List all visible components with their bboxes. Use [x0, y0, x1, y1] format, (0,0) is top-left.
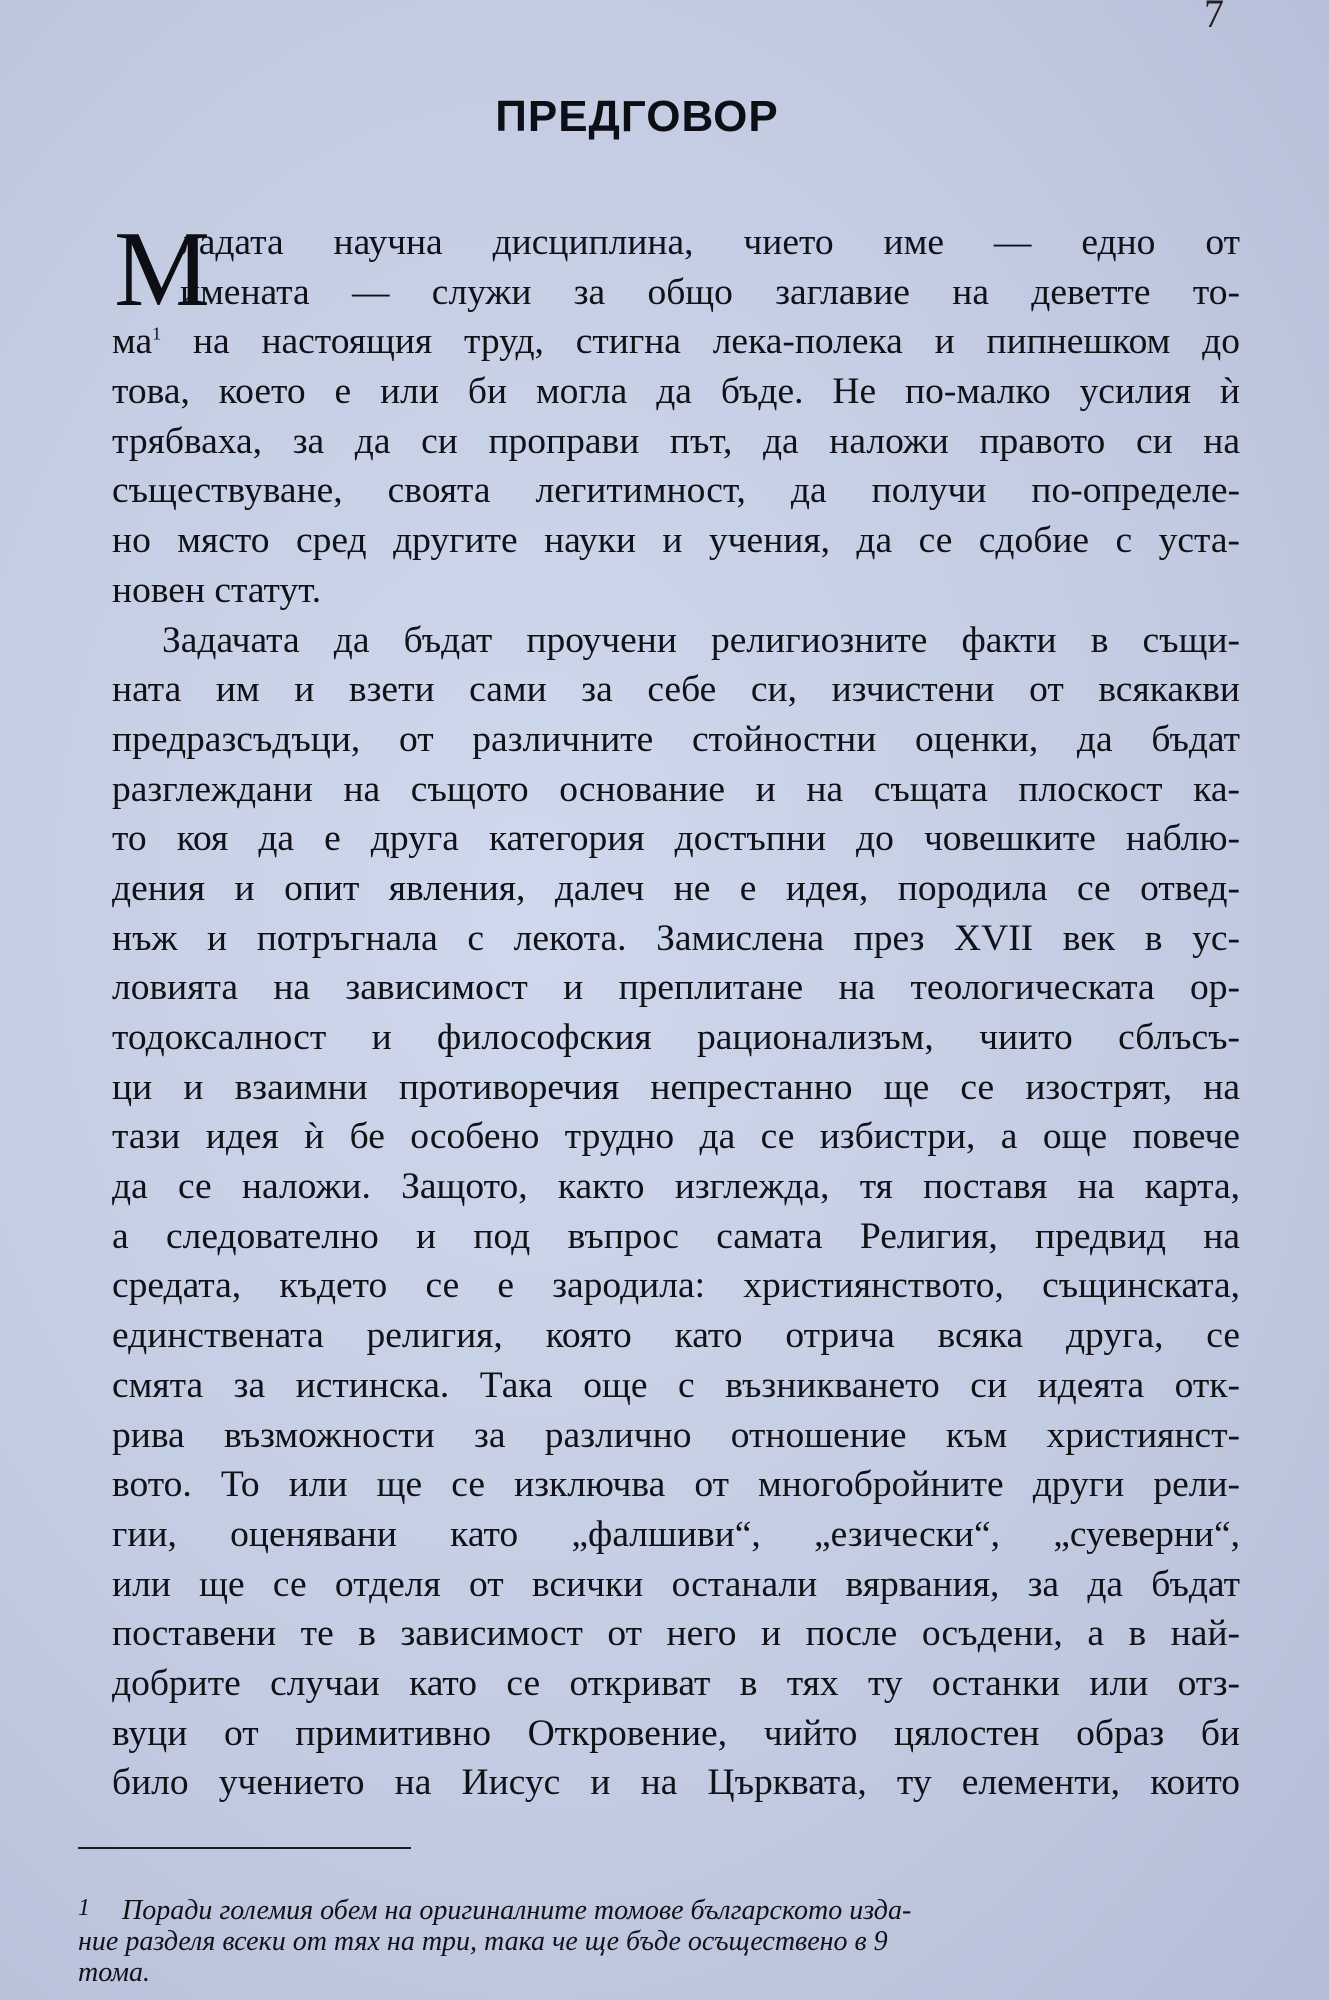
- footnote-line: тома.: [78, 1957, 151, 1988]
- text-line: гии, оценявани като „фалшиви“, „езически“, „суеверни“,: [112, 1513, 1240, 1555]
- text-line: да се наложи. Защото, както изглежда, тя поставя на карта,: [112, 1166, 1240, 1208]
- main-text: [112, 210, 1240, 1808]
- text-line: ната им и взети сами за себе си, изчистени от всякакви: [112, 669, 1240, 711]
- text-line: съществуване, своята легитимност, да получи по-определе-: [112, 470, 1240, 512]
- paragraph-1: [112, 210, 1240, 616]
- text-line: имената — служи за общо заглавие на деветте то-: [180, 271, 1240, 313]
- text-line: поставени те в зависимост от него и после осъдени, а в най-: [112, 1613, 1240, 1655]
- text-line: трябваха, за да си проправи път, да наложи правото си на: [112, 420, 1240, 462]
- text-line: ци и взаимни противоречия непрестанно ще се изострят, на: [112, 1066, 1240, 1108]
- text-line: то коя да е друга категория достъпни до човешките наблю-: [112, 818, 1240, 860]
- text-line: новен статут.: [112, 569, 322, 611]
- page-title: ПРЕДГОВОР: [495, 92, 779, 141]
- text-line: рива възможности за различно отношение към християнст-: [112, 1414, 1240, 1456]
- footnote-divider: [78, 1847, 411, 1849]
- footnote-line: ние разделя всеки от тях на три, така че ще бъде осъществено в 9: [78, 1926, 888, 1957]
- page-number: 7: [1204, 0, 1224, 36]
- footnote-marker: 1: [78, 1895, 90, 1921]
- footnote: [78, 1895, 1238, 1988]
- text-line: [112, 317, 1240, 367]
- footnote-reference: 1: [152, 323, 162, 344]
- line-prefix: ма: [112, 321, 153, 363]
- text-line: средата, където се е зародила: християнството, същинската,: [112, 1265, 1240, 1307]
- line-rest: на настоящия труд, стигна лека-полека и пипнешком до: [192, 321, 1240, 363]
- text-line: единствената религия, която като отрича всяка друга, се: [112, 1315, 1240, 1357]
- text-line: ладата научна дисциплина, чието име — едно от: [180, 222, 1240, 263]
- text-line: това, което е или би могла да бъде. Не по-малко усилия ѝ: [112, 371, 1240, 413]
- text-line: предразсъдъци, от различните стойностни оценки, да бъдат: [112, 718, 1240, 760]
- text-line: тодоксалност и философския рационализъм, чиито сблъсъ-: [112, 1017, 1240, 1058]
- text-line: или ще се отделя от всички останали вярвания, за да бъдат: [112, 1563, 1240, 1605]
- drop-cap: М: [114, 210, 211, 329]
- text-line: добрите случаи като се откриват в тях ту останки или отз-: [112, 1662, 1240, 1704]
- text-line: тази идея ѝ бе особено трудно да се избистри, а още повече: [112, 1116, 1240, 1158]
- footnote-line: Поради големия обем на оригиналните томове българското изда-: [122, 1895, 912, 1926]
- text-line: Задачата да бъдат проучени религиозните факти в същи-: [162, 619, 1240, 661]
- text-line: било учението на Иисус и на Църквата, ту елементи, които: [112, 1762, 1240, 1804]
- text-line: вото. То или ще се изключва от многобройните други рели-: [112, 1464, 1240, 1506]
- text-line: вуци от примитивно Откровение, чийто цялостен образ би: [112, 1712, 1240, 1754]
- text-line: но място сред другите науки и учения, да се сдобие с уста-: [112, 520, 1240, 562]
- paragraph-2: [112, 616, 1240, 1809]
- text-line: смята за истинска. Така още с възникването си идеята отк-: [112, 1364, 1240, 1406]
- text-line: разглеждани на същото основание и на същата плоскост ка-: [112, 768, 1240, 810]
- text-line: ловията на зависимост и преплитане на теологическата ор-: [112, 967, 1240, 1009]
- text-line: нъж и потръгнала с лекота. Замислена през XVII век в ус-: [112, 917, 1240, 959]
- text-line: дения и опит явления, далеч не е идея, породила се отвед-: [112, 867, 1240, 909]
- text-line: а следователно и под въпрос самата Религия, предвид на: [112, 1215, 1240, 1257]
